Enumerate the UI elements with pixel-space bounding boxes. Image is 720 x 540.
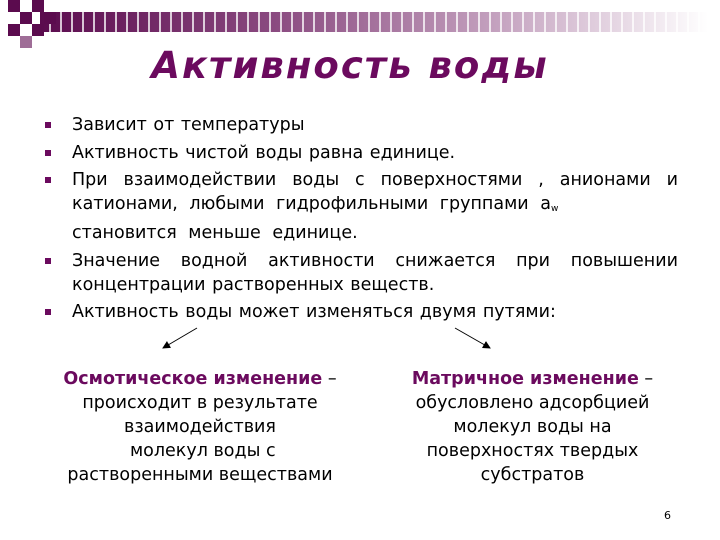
osmotic-line: происходит в результате — [82, 393, 318, 413]
bullet-text: Значение водной активности снижается при повышении концентрации растворенных веществ. — [72, 250, 678, 295]
osmotic-line: молекул воды с — [124, 441, 276, 461]
osmotic-line: растворенными веществами — [67, 465, 333, 485]
bullet-text: Активность чистой воды равна единице. — [72, 142, 456, 163]
osmotic-change-box — [30, 367, 370, 487]
matrix-heading: Матричное изменение — [411, 369, 639, 389]
osmotic-line: взаимодействия — [124, 417, 276, 437]
bullet-text: Зависит от температуры — [72, 115, 305, 135]
arrow-left-icon — [163, 328, 197, 348]
matrix-line: поверхностях твердых — [426, 441, 639, 461]
matrix-dash: – — [638, 369, 654, 389]
matrix-line: молекул воды на — [453, 417, 612, 437]
bullet-text-tail: становится меньше единице. — [72, 223, 358, 243]
slide-title: Активность воды — [151, 44, 549, 87]
matrix-line: субстратов — [480, 465, 585, 485]
bullet-text: Активность воды может изменяться двумя путями: — [72, 302, 556, 322]
matrix-change-box — [380, 367, 685, 487]
arrow-right-icon — [455, 328, 490, 348]
osmotic-heading: Осмотическое изменение — [63, 369, 323, 389]
osmotic-dash: – — [322, 369, 337, 389]
subscript-w: w — [550, 204, 559, 214]
page-number: 6 — [664, 509, 671, 522]
bullet-text: При взаимодействии воды с поверхностями , анионами и катионами, любыми гидрофильными группами a — [72, 170, 678, 214]
matrix-line: обусловлено адсорбцией — [415, 393, 650, 413]
